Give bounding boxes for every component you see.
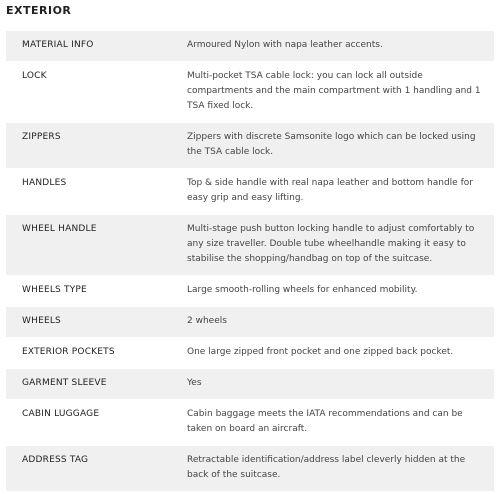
spec-value: Top & side handle with real napa leather and bottom handle for easy grip and easy lifting.	[171, 169, 494, 215]
spec-value: Zippers with discrete Samsonite logo which can be locked using the TSA cable lock.	[171, 123, 494, 169]
spec-value: Large smooth-rolling wheels for enhanced mobility.	[171, 276, 494, 307]
spec-value: Cabin baggage meets the IATA recommendations and can be taken on board an aircraft.	[171, 400, 494, 446]
section-title: EXTERIOR	[6, 4, 72, 17]
table-row	[6, 215, 494, 276]
spec-label: CABIN LUGGAGE	[6, 400, 171, 446]
spec-label: GARMENT SLEEVE	[6, 369, 171, 400]
spec-value: Retractable identification/address label cleverly hidden at the back of the suitcase.	[171, 446, 494, 492]
spec-label: EXTERIOR POCKETS	[6, 338, 171, 369]
table-row	[6, 400, 494, 446]
spec-value: One large zipped front pocket and one zipped back pocket.	[171, 338, 494, 369]
table-row	[6, 307, 494, 338]
table-row	[6, 446, 494, 492]
spec-label: MATERIAL INFO	[6, 31, 171, 62]
table-row	[6, 169, 494, 215]
spec-label: WHEEL HANDLE	[6, 215, 171, 276]
spec-value: 2 wheels	[171, 307, 494, 338]
table-row	[6, 276, 494, 307]
table-row	[6, 123, 494, 169]
spec-label: ADDRESS TAG	[6, 446, 171, 492]
spec-label: ZIPPERS	[6, 123, 171, 169]
spec-table	[6, 30, 494, 491]
table-row	[6, 31, 494, 62]
spec-label: WHEELS TYPE	[6, 276, 171, 307]
table-row	[6, 62, 494, 123]
spec-label: HANDLES	[6, 169, 171, 215]
spec-value: Multi-stage push button locking handle to adjust comfortably to any size traveller. Double tube wheelhandle making it easy to stabilise the shopping/handbag on top of the suitcase.	[171, 215, 494, 276]
spec-value: Armoured Nylon with napa leather accents.	[171, 31, 494, 62]
table-row	[6, 338, 494, 369]
spec-label: LOCK	[6, 62, 171, 123]
spec-value: Yes	[171, 369, 494, 400]
table-row	[6, 369, 494, 400]
spec-label: WHEELS	[6, 307, 171, 338]
spec-value: Multi-pocket TSA cable lock: you can lock all outside compartments and the main compartment with 1 handling and 1 TSA fixed lock.	[171, 62, 494, 123]
